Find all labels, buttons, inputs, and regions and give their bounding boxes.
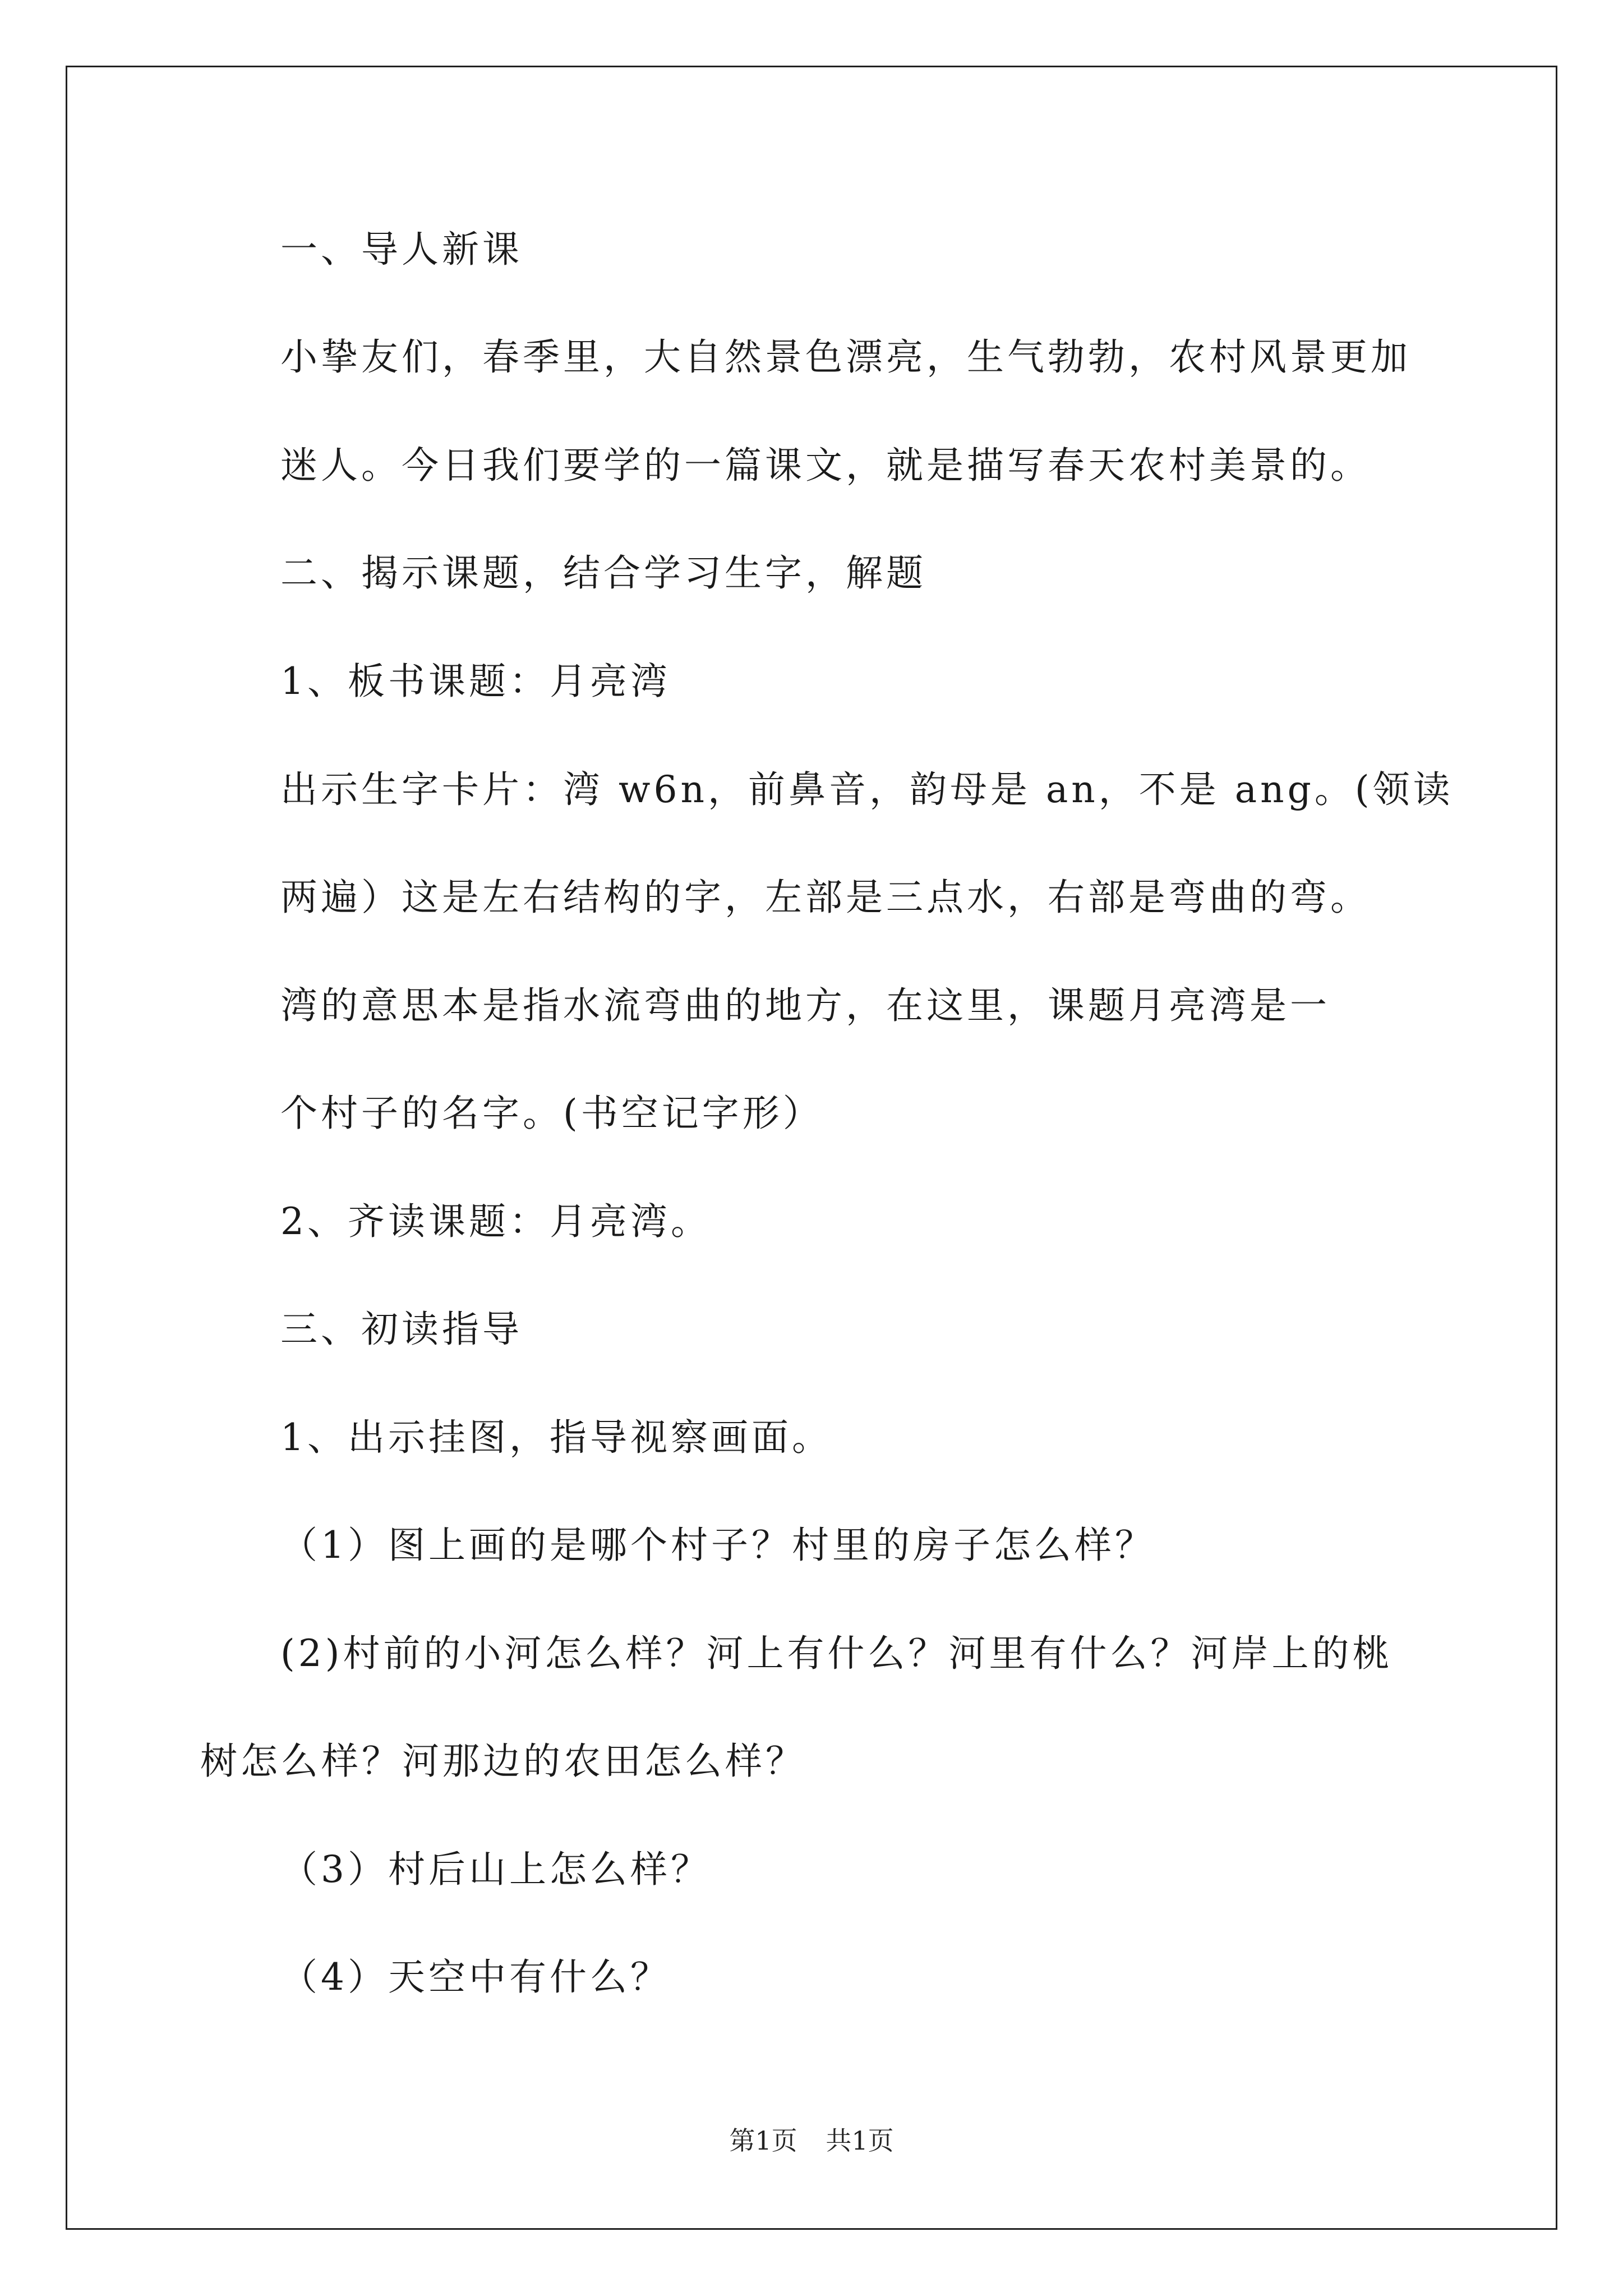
paragraph-line: 迷人。今日我们要学的一篇课文，就是描写春天农村美景的。 — [280, 444, 1371, 487]
page-footer — [0, 2124, 1623, 2157]
paragraph-line: 2、齐读课题：月亮湾。 — [280, 1200, 711, 1243]
heading-3: 三、初读指导 — [280, 1308, 523, 1351]
question-line: （3）村后山上怎么样？ — [280, 1848, 711, 1891]
paragraph-line: 湾的意思本是指水流弯曲的地方，在这里，课题月亮湾是一 — [280, 984, 1330, 1027]
paragraph-line: 出示生字卡片：湾 w6n，前鼻音，韵母是 an，不是 ang。(领读 — [280, 768, 1454, 811]
page-number: 第1页 — [729, 2125, 797, 2156]
question-line: 树怎么样？河那边的农田怎么样？ — [200, 1740, 806, 1783]
paragraph-line: 两遍）这是左右结构的字，左部是三点水，右部是弯曲的弯。 — [280, 876, 1371, 919]
page-border — [66, 66, 1557, 2230]
paragraph-line: 小挚友们，春季里，大自然景色漂亮，生气勃勃，农村风景更加 — [280, 335, 1411, 379]
heading-2: 二、揭示课题，结合学习生字，解题 — [280, 551, 926, 595]
paragraph-line: 个村子的名字。(书空记字形） — [280, 1092, 823, 1135]
question-line: （1）图上画的是哪个村子？村里的房子怎么样？ — [280, 1524, 1155, 1567]
paragraph-line: 1、板书课题：月亮湾 — [280, 660, 671, 703]
paragraph-line: 1、出示挂图，指导视察画面。 — [280, 1416, 832, 1459]
heading-1: 一、导人新课 — [280, 228, 523, 271]
question-line: （4）天空中有什么？ — [280, 1955, 671, 1999]
page-total: 共1页 — [826, 2125, 894, 2156]
question-line: (2)村前的小河怎么样？河上有什么？河里有什么？河岸上的桃 — [280, 1632, 1393, 1675]
